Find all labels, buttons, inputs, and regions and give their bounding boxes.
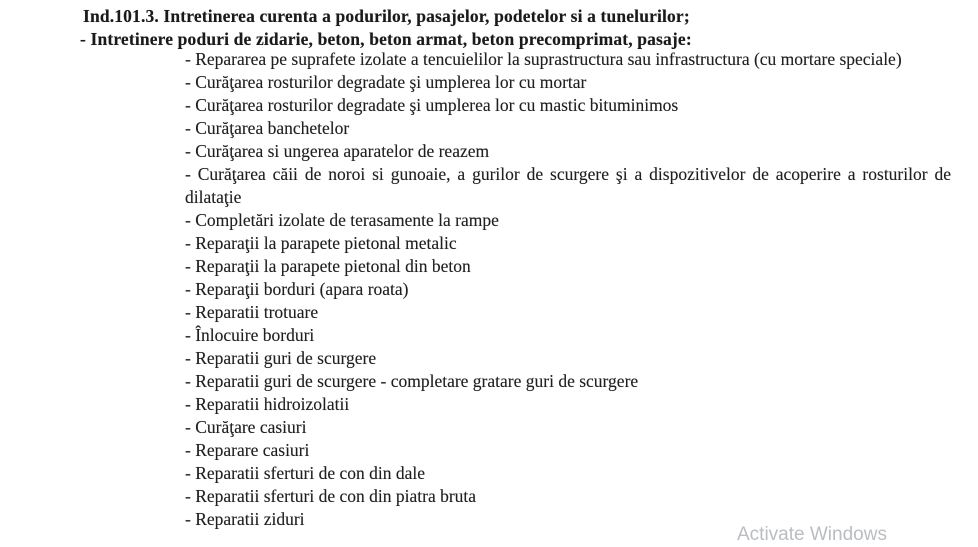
heading-line-2: - Intretinere poduri de zidarie, beton, beton armat, beton precomprimat, pasaje: — [80, 29, 692, 49]
list-item: - Curăţarea banchetelor — [185, 118, 350, 138]
list-item: - Curăţarea căii de noroi si gunoaie, a gurilor de scurgere şi a dispozitivelor de acoperire a rosturilor de dilataţie — [185, 164, 951, 207]
list-item: - Curăţarea rosturilor degradate şi umplerea lor cu mastic bituminimos — [185, 95, 679, 115]
list-item: - Completări izolate de terasamente la rampe — [185, 210, 499, 230]
list-item: - Reparaţii la parapete pietonal metalic — [185, 233, 457, 253]
document-heading — [80, 5, 966, 51]
list-item: - Repararea pe suprafete izolate a tencuielilor la suprastructura sau infrastructura (cu mortare speciale) — [185, 49, 902, 69]
list-item: - Reparare casiuri — [185, 440, 310, 460]
list-item: - Curăţarea rosturilor degradate şi umplerea lor cu mortar — [185, 72, 587, 92]
list-item: - Reparaţii la parapete pietonal din beton — [185, 256, 471, 276]
list-item: - Reparatii hidroizolatii — [185, 394, 350, 414]
list-item: - Reparatii guri de scurgere - completare gratare guri de scurgere — [185, 371, 639, 391]
list-item: - Reparaţii borduri (apara roata) — [185, 279, 409, 299]
list-item-cutoff: - Reparatii ziduri — [185, 509, 305, 529]
list-item: - Curăţarea si ungerea aparatelor de reazem — [185, 141, 490, 161]
list-item: - Reparatii trotuare — [185, 302, 319, 322]
list-item: - Reparatii guri de scurgere — [185, 348, 377, 368]
heading-line-1: Ind.101.3. Intretinerea curenta a podurilor, pasajelor, podetelor si a tunelurilor; — [83, 6, 690, 26]
list-item: - Înlocuire borduri — [185, 325, 315, 345]
list-item: - Curăţare casiuri — [185, 417, 307, 437]
list-item: - Reparatii sferturi de con din piatra bruta — [185, 486, 477, 506]
maintenance-list — [185, 48, 951, 531]
list-item: - Reparatii sferturi de con din dale — [185, 463, 426, 483]
activate-windows-watermark: Activate Windows — [737, 524, 887, 545]
